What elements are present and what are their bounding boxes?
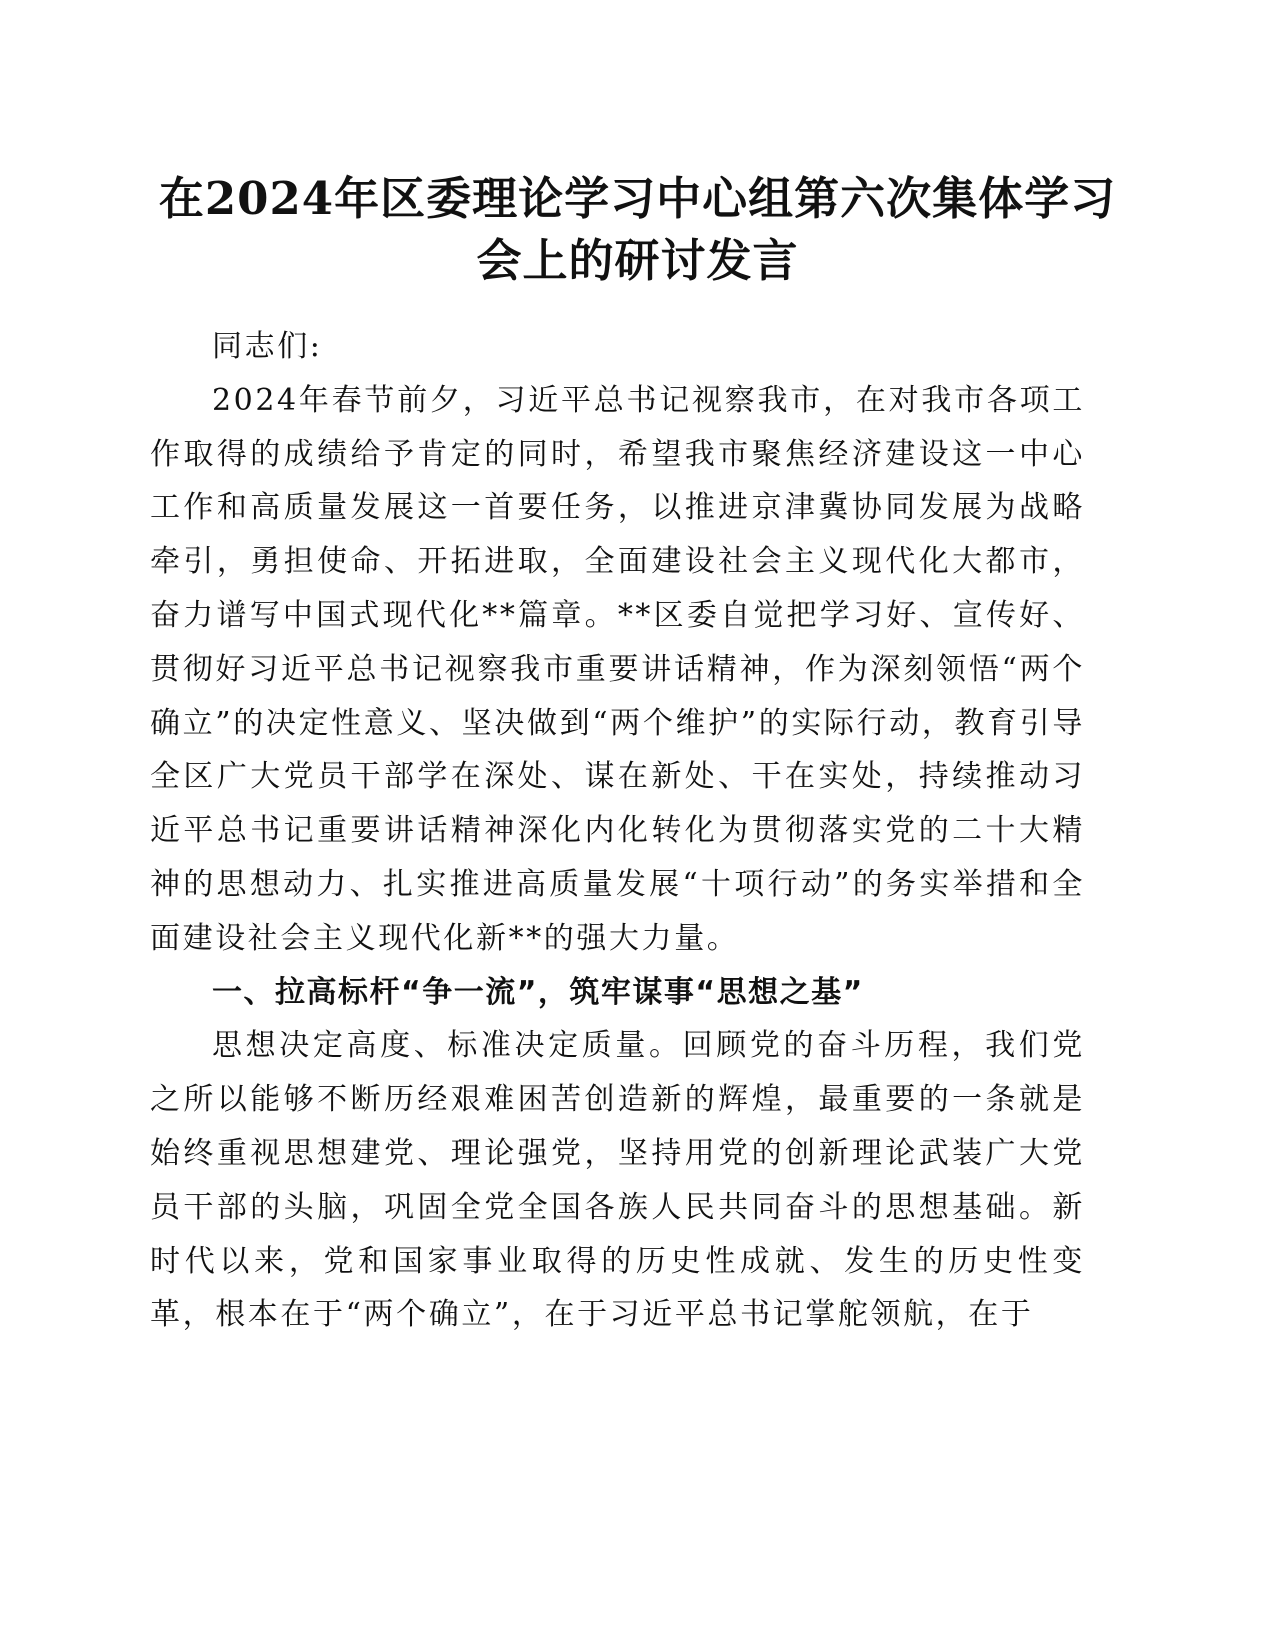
title-line-1: 在2024年区委理论学习中心组第六次集体学习	[158, 172, 1117, 225]
section-heading-1: 一、拉高标杆“争一流”，筑牢谋事“思想之基”	[212, 974, 864, 1010]
section-1-paragraph: 思想决定高度、标准决定质量。回顾党的奋斗历程，我们党之所以能够不断历经艰难困苦创造新的辉煌，最重要的一条就是始终重视思想建党、理论强党，坚持用党的创新理论武装广大党员干部的头脑，巩固全党全国各族人民共同奋斗的思想基础。新时代以来，党和国家事业取得的历史性成就、发生的历史性变革，根本在于“两个确立”，在于习近平总书记掌舵领航，在于	[150, 1028, 1085, 1333]
title-line-2: 会上的研讨发言	[476, 234, 799, 287]
intro-paragraph: 2024年春节前夕，习近平总书记视察我市，在对我市各项工作取得的成绩给予肯定的同时，希望我市聚焦经济建设这一中心工作和高质量发展这一首要任务，以推进京津冀协同发展为战略牵引，勇担使命、开拓进取，全面建设社会主义现代化大都市，奋力谱写中国式现代化**篇章。**区委自觉把学习好、宣传好、贯彻好习近平总书记视察我市重要讲话精神，作为深刻领悟“两个确立”的决定性意义、坚决做到“两个维护”的实际行动，教育引导全区广大党员干部学在深处、谋在新处、干在实处，持续推动习近平总书记重要讲话精神深化内化转化为贯彻落实党的二十大精神的思想动力、扎实推进高质量发展“十项行动”的务实举措和全面建设社会主义现代化新**的强大力量。	[150, 382, 1085, 956]
salutation: 同志们:	[212, 329, 323, 364]
document-title	[120, 168, 1155, 292]
document-body	[150, 320, 1085, 1342]
